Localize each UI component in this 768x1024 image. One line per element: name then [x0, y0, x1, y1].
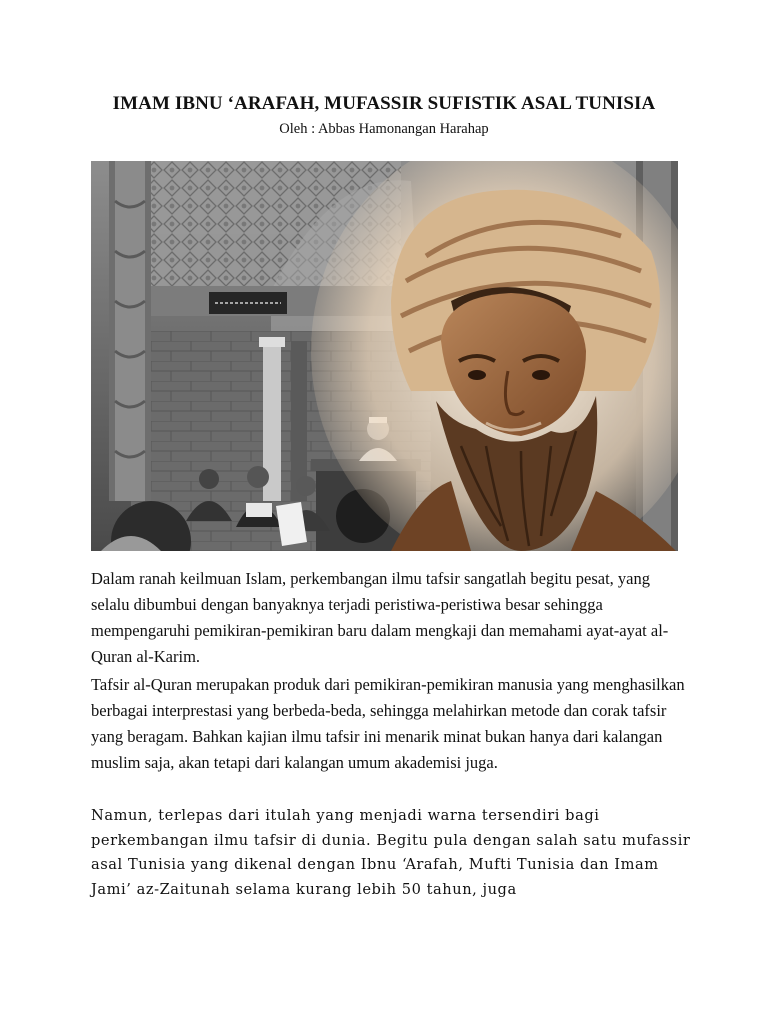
paragraph-2: Tafsir al-Quran merupakan produk dari pemikiran-pemikiran manusia yang menghasilkan berbagai interprestasi yang berbeda-beda, sehingga melahirkan metode dan corak tafsir yang beragam. Bahkan kajian ilmu tafsir ini menarik minat bukan hanya dari kalangan muslim saja, akan tetapi dari kalangan umum akademisi juga.: [91, 675, 685, 772]
paragraph-3: Namun, terlepas dari itulah yang menjadi warna tersendiri bagi perkembangan ilmu tafsir di dunia. Begitu pula dengan salah satu mufassir asal Tunisia yang dikenal dengan Ibnu ‘Arafah, Mufti Tunisia dan Imam Jami’ az-Zaitunah selama kurang lebih 50 tahun, juga: [91, 807, 691, 898]
mosque-and-portrait-illustration: [91, 161, 678, 551]
article-byline: Oleh : Abbas Hamonangan Harahap: [279, 121, 489, 137]
paragraph-1: Dalam ranah keilmuan Islam, perkembangan ilmu tafsir sangatlah begitu pesat, yang selalu dibumbui dengan banyaknya terjadi peristiwa-peristiwa besar sehingga mempengaruhi pemikiran-pemikiran baru dalam mengkaji dan memahami ayat-ayat al-Quran al-Karim.: [91, 569, 669, 666]
header-illustration: [91, 161, 678, 551]
article-title: IMAM IBNU ‘ARAFAH, MUFASSIR SUFISTIK ASAL TUNISIA: [112, 93, 656, 114]
